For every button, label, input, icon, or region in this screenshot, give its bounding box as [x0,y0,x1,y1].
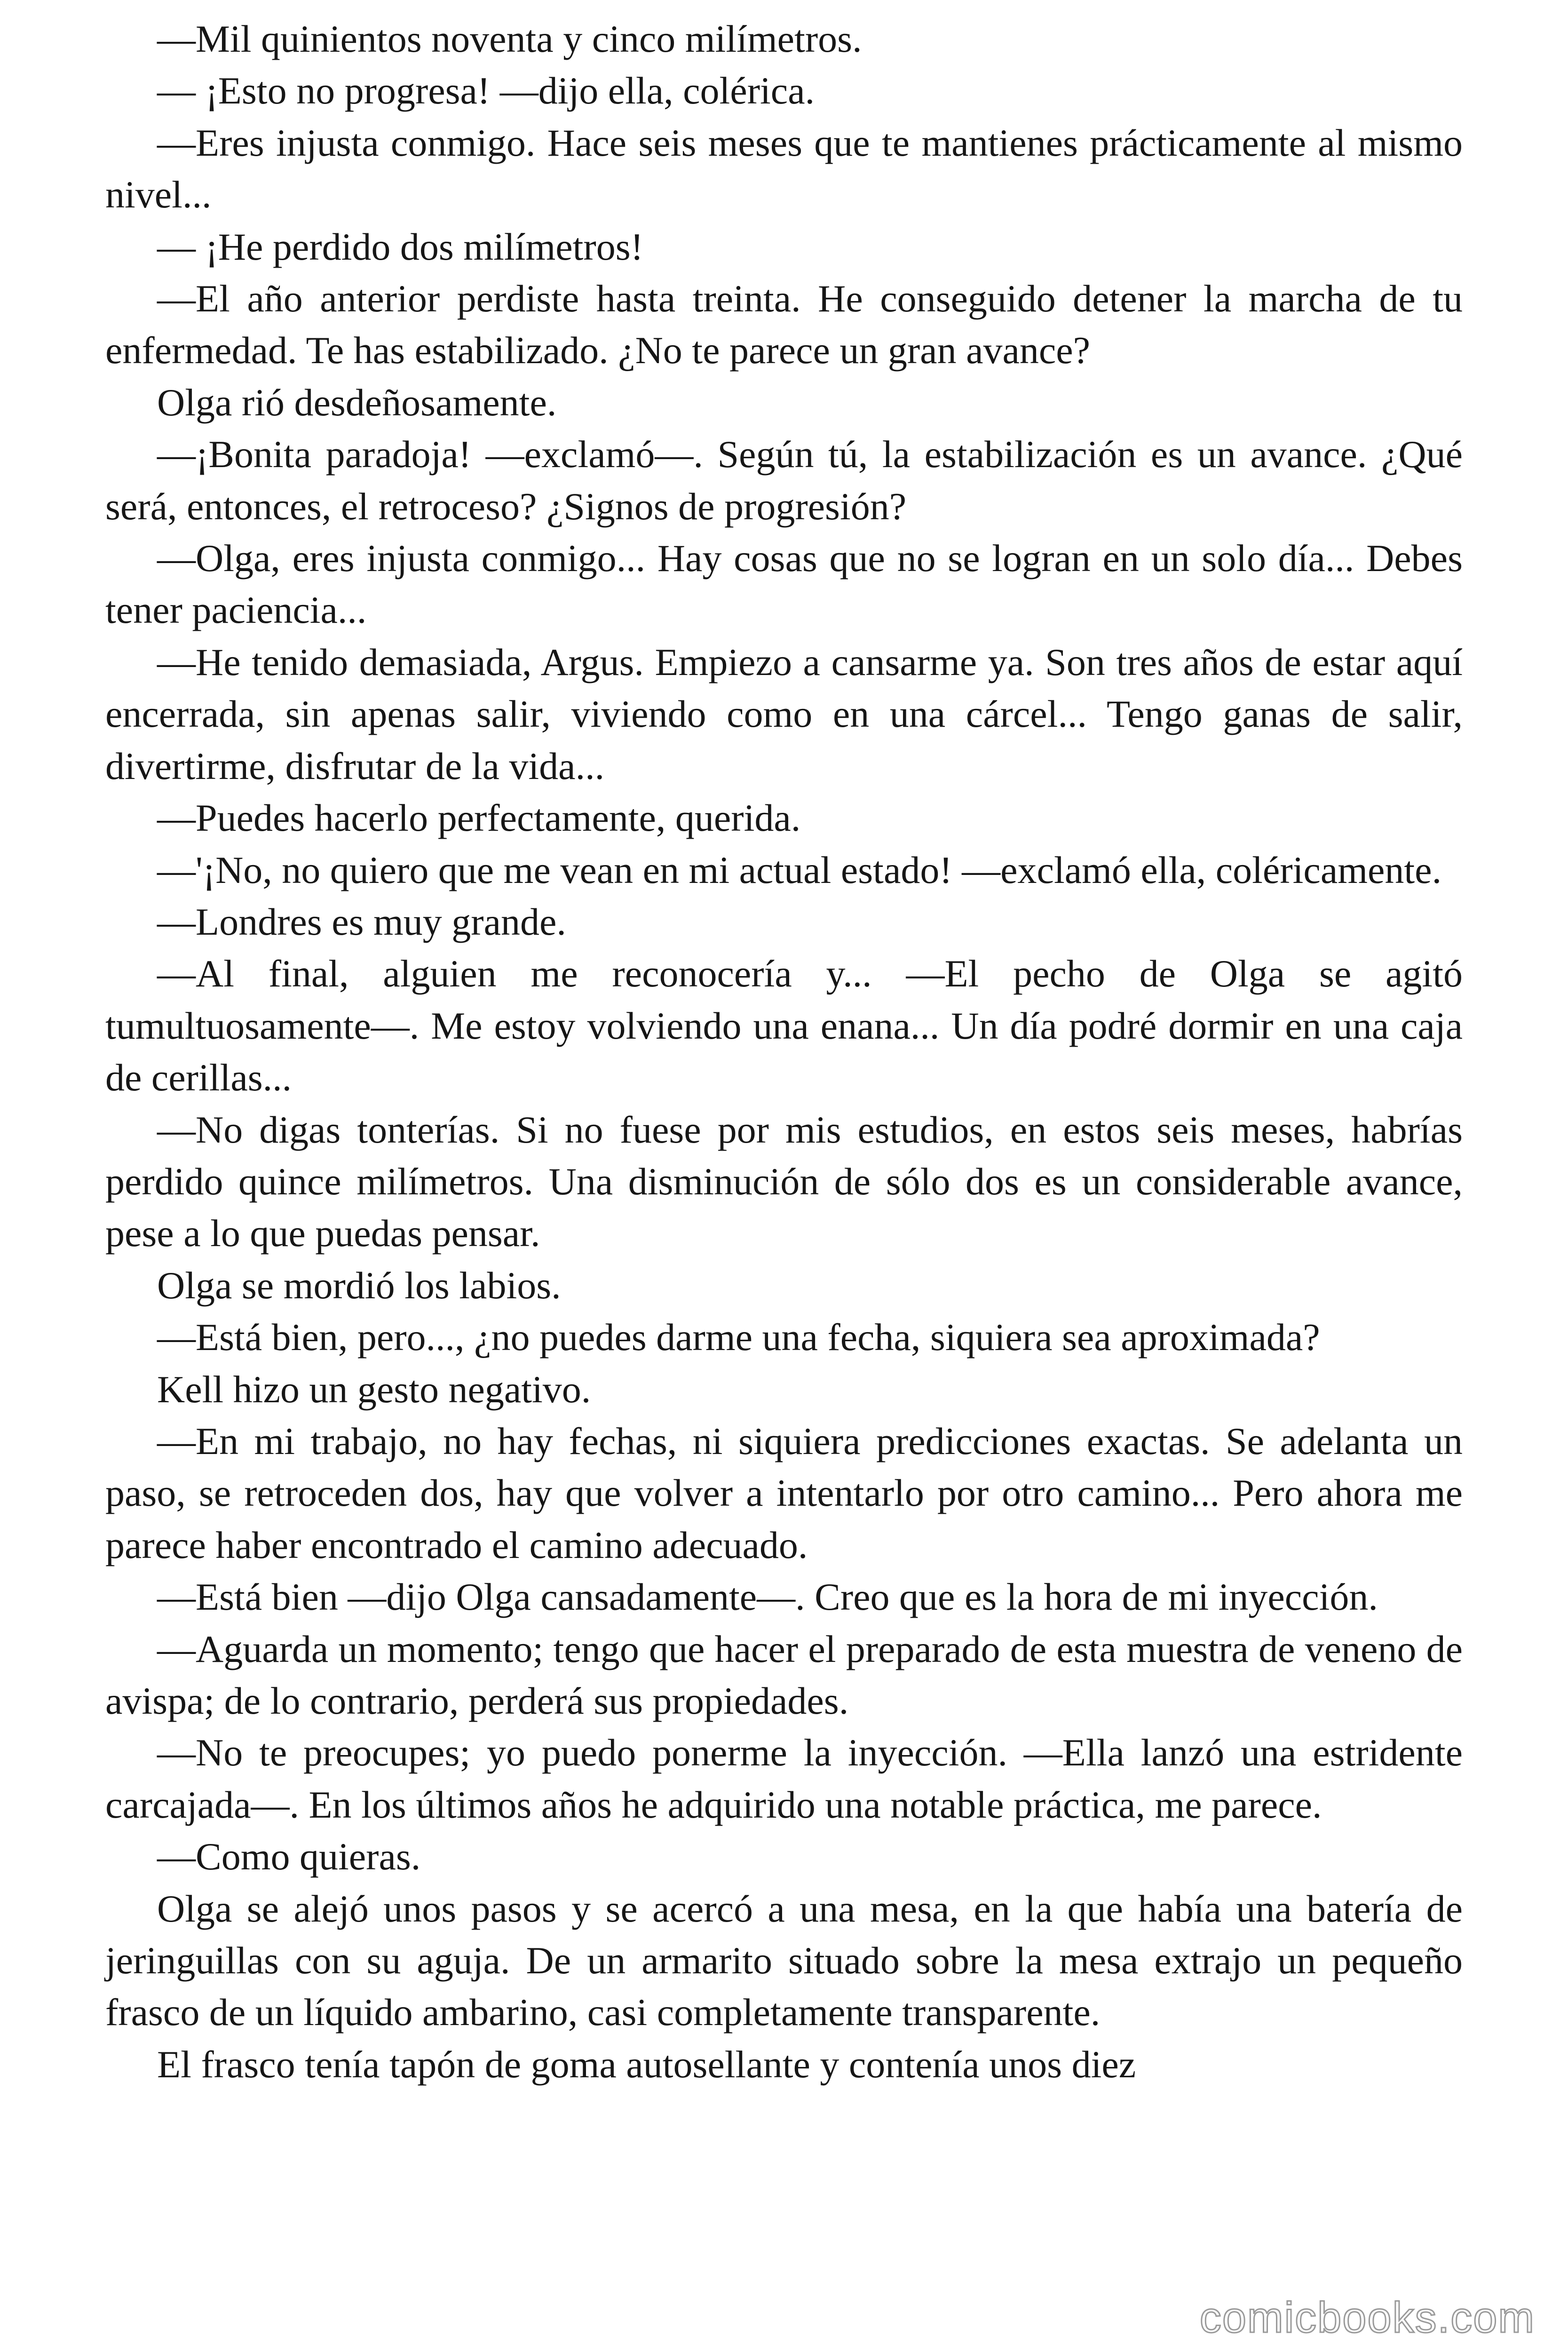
paragraph: Olga rió desdeñosamente. [157,381,557,424]
paragraph: —Puedes hacerlo perfectamente, querida. [157,796,801,840]
paragraph: —Olga, eres injusta conmigo... Hay cosas que no se logran en un solo día... Debes tener paciencia... [105,537,1463,632]
paragraph: —Londres es muy grande. [157,900,566,943]
paragraph: Olga se mordió los labios. [157,1263,561,1307]
paragraph: —He tenido demasiada, Argus. Empiezo a cansarme ya. Son tres años de estar aquí encerrada, sin apenas salir, viviendo como en una cárcel... Tengo ganas de salir, divertirme, disfrutar de la vida... [105,640,1463,787]
paragraph: —'¡No, no quiero que me vean en mi actual estado! —exclamó ella, coléricamente. [157,848,1442,891]
paragraph: —Eres injusta conmigo. Hace seis meses que te mantienes prácticamente al mismo nivel... [105,121,1463,216]
paragraph: —Como quieras. [157,1835,421,1878]
paragraph: — ¡He perdido dos milímetros! [157,225,643,268]
paragraph: —En mi trabajo, no hay fechas, ni siquiera predicciones exactas. Se adelanta un paso, se retroceden dos, hay que volver a intentarlo por otro camino... Pero ahora me parece haber encontrado el camino adecuado. [105,1419,1463,1566]
paragraph: Kell hizo un gesto negativo. [157,1367,591,1411]
paragraph: —¡Bonita paradoja! —exclamó—. Según tú, la estabilización es un avance. ¿Qué será, entonces, el retroceso? ¿Signos de progresión? [105,433,1463,528]
paragraph: — ¡Esto no progresa! —dijo ella, colérica. [157,69,815,112]
paragraph: Olga se alejó unos pasos y se acercó a una mesa, en la que había una batería de jeringuillas con su aguja. De un armarito situado sobre la mesa extrajo un pequeño frasco de un líquido ambarino, casi completamente transparente. [105,1887,1463,2034]
watermark: comicbooks.com [1199,2294,1535,2342]
paragraph: —Aguarda un momento; tengo que hacer el preparado de esta muestra de veneno de avispa; de lo contrario, perderá sus propiedades. [105,1627,1463,1722]
paragraph: —Al final, alguien me reconocería y... —El pecho de Olga se agitó tumultuosamente—. Me estoy volviendo una enana... Un día podré dormir en una caja de cerillas... [105,952,1463,1099]
paragraph: —No te preocupes; yo puedo ponerme la inyección. —Ella lanzó una estridente carcajada—. En los últimos años he adquirido una notable práctica, me parece. [105,1731,1463,1826]
paragraph: —Está bien —dijo Olga cansadamente—. Creo que es la hora de mi inyección. [157,1575,1378,1619]
paragraph: —Mil quinientos noventa y cinco milímetros. [157,17,862,60]
paragraph: —El año anterior perdiste hasta treinta. He conseguido detener la marcha de tu enfermedad. Te has estabilizado. ¿No te parece un gran avance? [105,277,1463,372]
paragraph: —No digas tonterías. Si no fuese por mis estudios, en estos seis meses, habrías perdido quince milímetros. Una disminución de sólo dos es un considerable avance, pese a lo que puedas pensar. [105,1108,1463,1255]
paragraph: —Está bien, pero..., ¿no puedes darme una fecha, siquiera sea aproximada? [157,1316,1320,1359]
paragraph: El frasco tenía tapón de goma autosellante y contenía unos diez [157,2042,1136,2086]
page-body-text [105,13,1463,2090]
